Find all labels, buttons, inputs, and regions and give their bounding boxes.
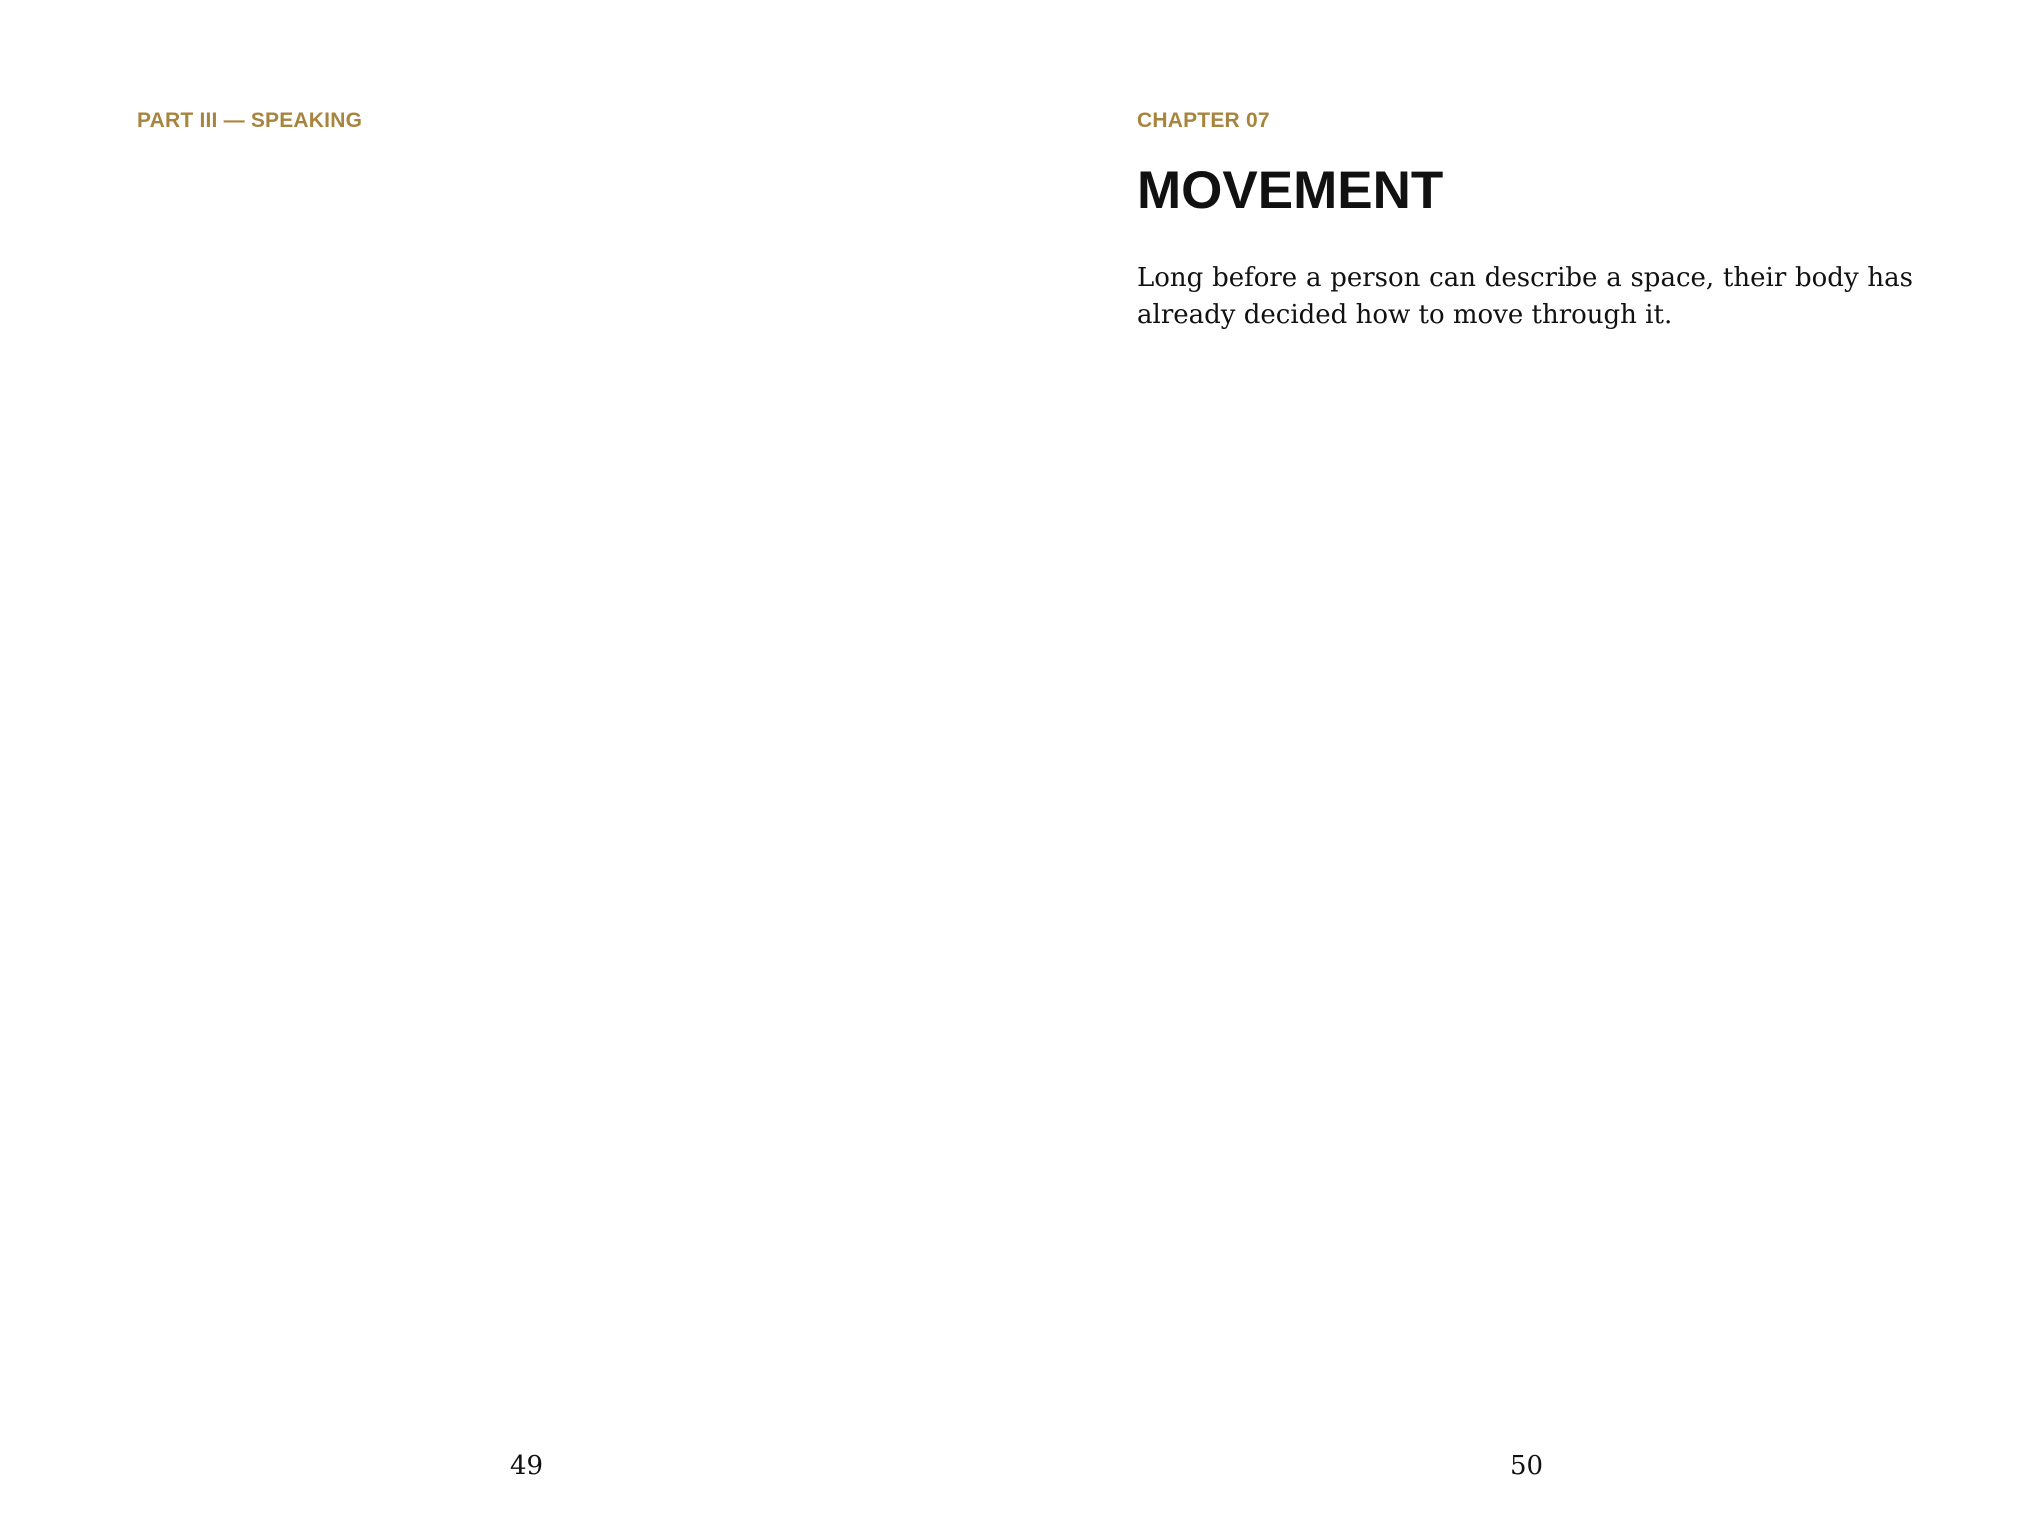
running-head-part: PART III — SPEAKING (137, 109, 363, 132)
running-head-chapter: CHAPTER 07 (1137, 109, 1270, 132)
page-number-right: 50 (1510, 1451, 1544, 1481)
right-page (1020, 0, 2040, 1533)
body-paragraph: Long before a person can describe a space, their body has already decided how to move through it. (1137, 263, 1913, 330)
chapter-title: MOVEMENT (1137, 161, 1444, 220)
page-number-left: 49 (510, 1451, 544, 1481)
